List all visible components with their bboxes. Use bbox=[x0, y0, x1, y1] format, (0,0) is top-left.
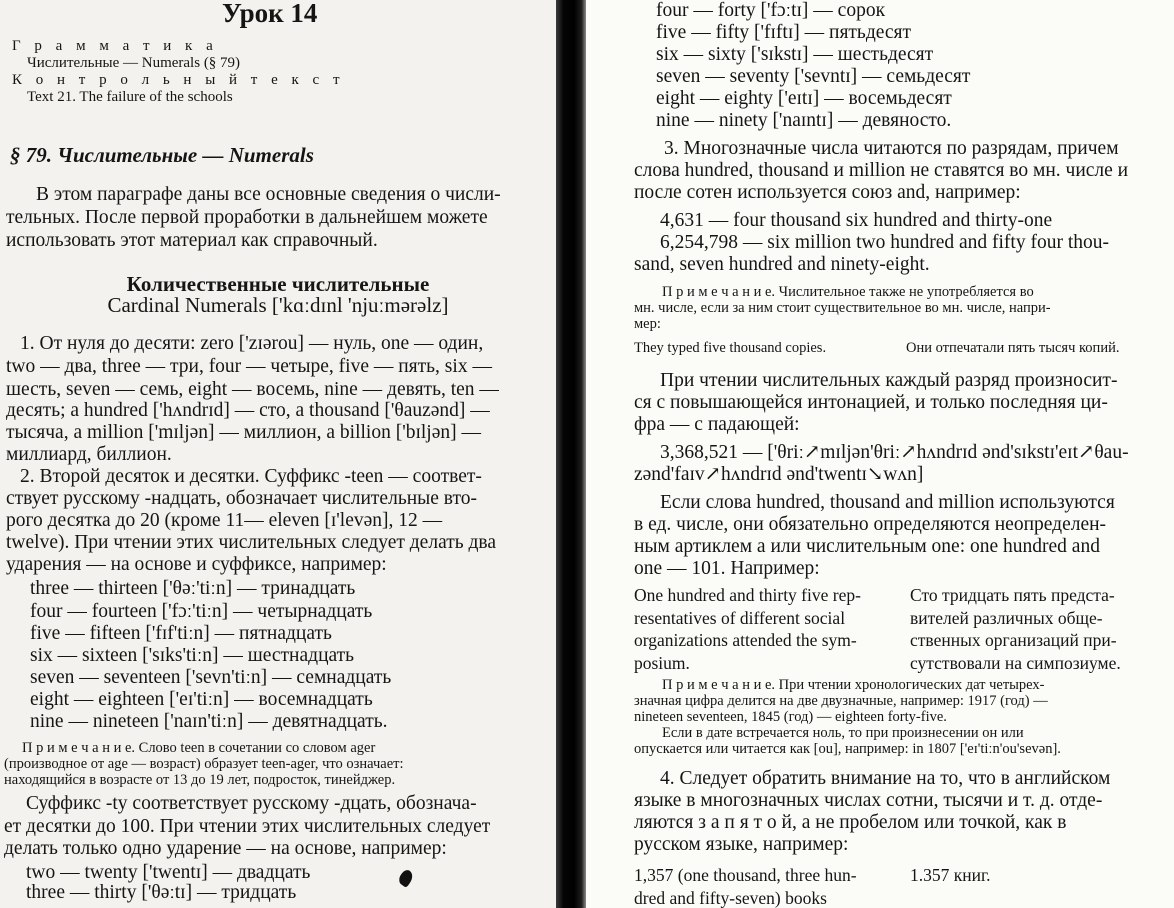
left-page bbox=[0, 0, 556, 908]
note1-line: (производное от age — возраст) образует teen-ager, что означает: bbox=[4, 756, 404, 772]
p2-line: ствует русскому -надцать, обозначает числительные вто- bbox=[6, 488, 478, 509]
ten-item: nine — ninety ['naɪntɪ] — девяносто. bbox=[656, 110, 952, 131]
example-en-line: resentatives of different social bbox=[634, 607, 846, 628]
right-page bbox=[586, 0, 1174, 908]
p1-line: миллиард, биллион. bbox=[6, 444, 172, 465]
p3-line: после сотен используется союз and, например: bbox=[634, 182, 1021, 203]
example-en-line: organizations attended the sym- bbox=[634, 630, 857, 650]
section-title: § 79. Числительные — Numerals bbox=[10, 143, 314, 167]
p5-line: Если слова hundred, thousand and million используются bbox=[660, 492, 1115, 513]
teen-item: five — fifteen ['fɪf'tiːn] — пятнадцать bbox=[30, 623, 332, 644]
note2-line: мер: bbox=[634, 316, 661, 332]
teen-item: six — sixteen ['sɪks'tiːn] — шестнадцать bbox=[30, 645, 355, 666]
typed-example-en: They typed five thousand copies. bbox=[634, 340, 827, 356]
example4-en-line: dred and fifty-seven) books bbox=[634, 887, 827, 908]
cardinal-heading-en: Cardinal Numerals ['kɑːdɪnl 'njuːmərəlz] bbox=[107, 293, 449, 317]
p3-line: Суффикс -ty соответствует русскому -дцать, обознача- bbox=[26, 793, 477, 814]
p5-line: ным артиклем a или числительным one: one hundred and bbox=[634, 536, 1100, 557]
p3-line: делать только одно ударение — на основе, например: bbox=[4, 838, 447, 859]
example-line: sand, seven hundred and ninety-eight. bbox=[634, 254, 930, 275]
p4-line: При чтении числительных каждый разряд произносит- bbox=[660, 370, 1118, 391]
note3-line: Если в дате встречается ноль, то при произнесении он или bbox=[662, 725, 1024, 741]
example-ru-line: вителей различных обще- bbox=[910, 607, 1103, 628]
ten-item: four — forty ['fɔːtɪ] — сорок bbox=[656, 0, 886, 21]
note3-line: П р и м е ч а н и е. При чтении хронологических дат четырех- bbox=[662, 677, 1045, 693]
p6-line: русском языке, например: bbox=[634, 834, 849, 855]
example-ru-line: Сто тридцать пять предста- bbox=[910, 585, 1115, 605]
p3-line: 3. Многозначные числа читаются по разрядам, причем bbox=[664, 138, 1119, 159]
p2-line: ударения — на основе и суффиксе, например: bbox=[6, 554, 387, 575]
example-line: 4,631 — four thousand six hundred and thirty-one bbox=[660, 210, 1053, 231]
toc-grammar: Г р а м м а т и к а bbox=[12, 38, 218, 54]
p5-line: в ед. числе, они обязательно определяются неопределен- bbox=[634, 514, 1107, 535]
ten-item: eight — eighty ['eɪtɪ] — восемьдесят bbox=[656, 88, 952, 109]
note3-line: опускается или читается как [ou], например: in 1807 ['eɪ'tiːn'ou'sevən]. bbox=[634, 741, 1061, 757]
ink-mark bbox=[396, 868, 415, 888]
note3-line: nineteen seventeen, 1845 (год) — eighteen forty-five. bbox=[634, 709, 947, 725]
p6-line: 4. Следует обратить внимание на то, что в английском bbox=[660, 768, 1111, 789]
p4-line: ся с повышающейся интонацией, и только последняя ци- bbox=[634, 392, 1108, 413]
p2-line: twelve). При чтении этих числительных следует делать два bbox=[6, 532, 497, 553]
teen-item: nine — nineteen ['naɪn'tiːn] — девятнадцать. bbox=[30, 711, 388, 732]
typed-example-ru: Они отпечатали пять тысяч копий. bbox=[906, 340, 1120, 356]
toc-control-text: К о н т р о л ь н ы й т е к с т bbox=[12, 72, 345, 88]
p1-line: шесть, seven — семь, eight — восемь, nine — девять, ten — bbox=[6, 379, 499, 400]
example-en-line: posium. bbox=[634, 652, 690, 673]
note2-line: П р и м е ч а н и е. Числительное также не употребляется во bbox=[662, 284, 1034, 300]
toc-numerals: Числительные — Numerals (§ 79) bbox=[27, 55, 241, 71]
ten-item: two — twenty ['twentɪ] — двадцать bbox=[26, 862, 311, 883]
p1-line: десять; a hundred ['hʌndrɪd] — сто, a thousand ['θauzənd] — bbox=[6, 400, 490, 421]
p2-line: 2. Второй десяток и десятки. Суффикс -teen — соответ- bbox=[20, 466, 482, 487]
example-ru-column bbox=[910, 584, 1172, 674]
example-line: 6,254,798 — six million two hundred and fifty four thou- bbox=[660, 232, 1109, 253]
transcription-line: 3,368,521 — ['θriː↗mɪljən'θriː↗hʌndrɪd ənd'sɪkstɪ'eɪt↗θau- bbox=[660, 442, 1129, 463]
note1-line: находящийся в возрасте от 13 до 19 лет, подросток, тинейджер. bbox=[4, 772, 396, 788]
transcription-line: zənd'faɪv↗hʌndrɪd ənd'twentɪ↘wʌn] bbox=[634, 464, 924, 485]
example4-en-line: 1,357 (one thousand, three hun- bbox=[634, 865, 857, 885]
p3-line: ет десятки до 100. При чтении этих числительных следует bbox=[4, 816, 491, 837]
teen-item: seven — seventeen ['sevn'tiːn] — семнадцать bbox=[30, 667, 392, 688]
note3-line: значная цифра делится на две двузначные, например: 1917 (год) — bbox=[634, 693, 1048, 709]
ten-item: three — thirty ['θəːtɪ] — тридцать bbox=[26, 882, 297, 903]
example4-en-column bbox=[634, 864, 904, 908]
p5-line: one — 101. Например: bbox=[634, 558, 820, 579]
p6-line: языке в многозначных числах сотни, тысячи и т. д. отде- bbox=[634, 790, 1103, 811]
ten-item: five — fifty ['fɪftɪ] — пятьдесят bbox=[656, 22, 912, 43]
example4-ru bbox=[910, 864, 1172, 887]
intro-line: использовать этот материал как справочный. bbox=[6, 230, 378, 251]
example-ru-line: сутствовали на симпозиуме. bbox=[910, 652, 1121, 673]
intro-line: тельных. После первой проработки в дальнейшем можете bbox=[6, 207, 488, 228]
example-en-line: One hundred and thirty five rep- bbox=[634, 585, 861, 605]
toc-text21: Text 21. The failure of the schools bbox=[27, 89, 233, 105]
p4-line: фра — с падающей: bbox=[634, 414, 800, 435]
p1-line: 1. От нуля до десяти: zero ['zɪərou] — нуль, one — один, bbox=[20, 333, 484, 354]
note2-line: мн. числе, если за ним стоит существительное во мн. числе, напри- bbox=[634, 300, 1051, 316]
cardinal-heading-ru: Количественные числительные bbox=[126, 272, 430, 296]
p1-line: two — два, three — три, four — четыре, five — пять, six — bbox=[6, 356, 492, 377]
example4-ru-line: 1.357 книг. bbox=[910, 865, 991, 885]
example-ru-line: ственных организаций при- bbox=[910, 630, 1117, 650]
lesson-title: Урок 14 bbox=[222, 0, 318, 28]
p1-line: тысяча, a million ['mɪljən] — миллион, a billion ['bɪljən] — bbox=[6, 422, 481, 443]
teen-item: eight — eighteen ['eɪ'tiːn] — восемнадцать bbox=[30, 689, 373, 710]
intro-line: В этом параграфе даны все основные сведения о числи- bbox=[36, 184, 501, 205]
book-spine-shadow bbox=[556, 0, 586, 908]
example-en-column bbox=[634, 584, 904, 674]
p6-line: ляются з а п я т о й, а не пробелом или точкой, как в bbox=[634, 812, 1067, 833]
teen-item: four — fourteen ['fɔː'tiːn] — четырнадцать bbox=[30, 601, 373, 622]
ten-item: seven — seventy ['sevntɪ] — семьдесят bbox=[656, 66, 971, 87]
p3-line: слова hundred, thousand и million не ставятся во мн. числе и bbox=[634, 160, 1129, 181]
ten-item: six — sixty ['sɪkstɪ] — шестьдесят bbox=[656, 44, 934, 65]
note1-line: П р и м е ч а н и е. Слово teen в сочетании со словом ager bbox=[22, 740, 376, 756]
p2-line: рого десятка до 20 (кроме 11— eleven [ɪ'levən], 12 — bbox=[6, 510, 443, 531]
teen-item: three — thirteen ['θəː'tiːn] — тринадцать bbox=[30, 578, 356, 599]
